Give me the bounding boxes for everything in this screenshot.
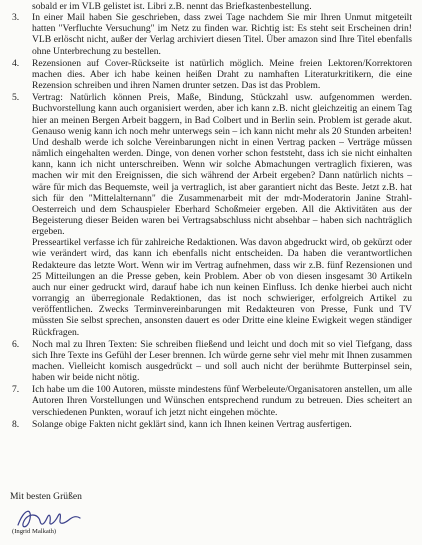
point-number: 7.: [12, 384, 20, 396]
point-paragraph: Ich habe um die 100 Autoren, müsste mindestens fünf Werbeleute/Organisatoren anstellen, um alle Autoren Ihren Vorstellungen und Wünschen entsprechend rundum zu betreuen. Dies scheitert an verschiedenen Punkten, worauf ich jetzt nicht eingehen möchte.: [32, 384, 412, 418]
numbered-point: [12, 418, 412, 430]
point-paragraph: Presseartikel verfasse ich für zahlreiche Redaktionen. Was davon abgedruckt wird, ob gekürzt oder wie verändert wird, das kann ich ebenfalls nicht entscheiden. Da haben die verantwortlichen Redakteure das letzte Wort. Wenn wir im Vertrag aufnehmen, dass wir z.B. fünf Rezensionen und 25 Mitteilungen an die Presse geben, kein Problem. Aber ob von diesen insgesamt 30 Artikeln auch nur einer gedruckt wird, darauf habe ich nun keinen Einfluss. Ich denke hierbei auch nicht vorrangig an überregionale Redaktionen, das ist noch schwieriger, erfolgreich Artikel zu veröffentlichen. Zwecks Terminvereinbarungen mit Redakteuren von Presse, Funk und TV müssten Sie selbst sprechen, ansonsten dauert es oder Dritte eine kleine Ewigkeit wegen ständiger Rückfragen.: [32, 237, 412, 338]
numbered-points-list: [12, 12, 412, 430]
point-paragraph: Noch mal zu Ihren Texten: Sie schreiben fließend und leicht und doch mit so viel Tiefgang, dass sich Ihre Texte ins Gefühl der Leser brennen. Ich würde gerne sehr viel mehr mit Ihnen zusammen machen. Vielleicht komisch ausgedrückt – und soll auch nicht der berühmte Butterpinsel sein, haben wir beide nicht nötig.: [32, 338, 412, 384]
numbered-point: [12, 12, 412, 57]
point-paragraph: In einer Mail haben Sie geschrieben, dass zwei Tage nachdem Sie mir Ihren Unmut mitgeteilt hatten "Verfluchte Versuchung" im Netz zu finden war. Richtig ist: Es steht seit Erscheinen drin! VLB erlöscht nicht, außer der Verlag archiviert diesen Titel. Über amazon sind Ihre Titel ebenfalls ohne Unterbrechung zu bestellen.: [32, 12, 412, 57]
point-number: 4.: [12, 57, 20, 69]
numbered-point: [12, 57, 412, 92]
point-number: 8.: [12, 418, 20, 430]
numbered-point: [12, 92, 412, 338]
point-paragraph: Rezensionen auf Cover-Rückseite ist natürlich möglich. Meine freien Lektoren/Korrektoren machen dies. Aber ich habe keinen heißen Draht zu namhaften Literaturkritikern, die eine Rezension schreiben und ihren Namen drunter setzen. Das ist das Problem.: [32, 57, 412, 92]
point-number: 5.: [12, 92, 20, 104]
numbered-point: [12, 338, 412, 384]
numbered-point: [12, 384, 412, 418]
point-paragraph: Vertrag: Natürlich können Preis, Maße, Bindung, Stückzahl usw. aufgenommen werden. Buchvorstellung kann auch organisiert werden, aber ich kann z.B. nicht gleichzeitig an einem Tag hier an meinen Bergen Arbeit baggern, in Bad Colbert und in Berlin sein. Problem ist gerade akut. Genauso wenig kann ich noch mehr unterwegs sein – ich kann nicht mehr als 20 Stunden arbeiten! Und deshalb werde ich solche Vereinbarungen nicht in einen Vertrag packen – Verträge müssen nämlich eingehalten werden. Dinge, von denen vorher schon feststeht, dass ich sie nicht einhalten kann, kann ich nicht unterschreiben. Wenn wir solche Abmachungen vertraglich fixieren, was machen wir mit den Ereignissen, die sich während der Arbeit ergeben? Dann natürlich nichts – wäre für mich das Bequemste, weil ja vertraglich, ist aber garantiert nicht das Beste. Jetzt z.B. hat sich für den "Mittelalternann" die Zusammenarbeit mit der mdr-Moderatorin Janine Strahl-Oesterreich und dem Schauspieler Eberhard Schoßmeier ergeben. All die Aktivitäten aus der Begeisterung dieser Beiden waren bei Vertragsabschluss nicht absehbar – haben sich nachträglich ergeben.: [32, 92, 412, 238]
point-number: 3.: [12, 12, 20, 24]
point-number: 6.: [12, 338, 20, 350]
point-paragraph: Solange obige Fakten nicht geklärt sind, kann ich Ihnen keinen Vertrag ausfertigen.: [32, 418, 352, 430]
signer-name: (Ingrid Malkath): [12, 528, 57, 535]
closing-greeting: Mit besten Grüßen: [10, 491, 82, 502]
continued-text-line: sobald er im VLB gelistet ist. Libri z.B. nennt das Briefkastenbestellung.: [32, 1, 312, 12]
